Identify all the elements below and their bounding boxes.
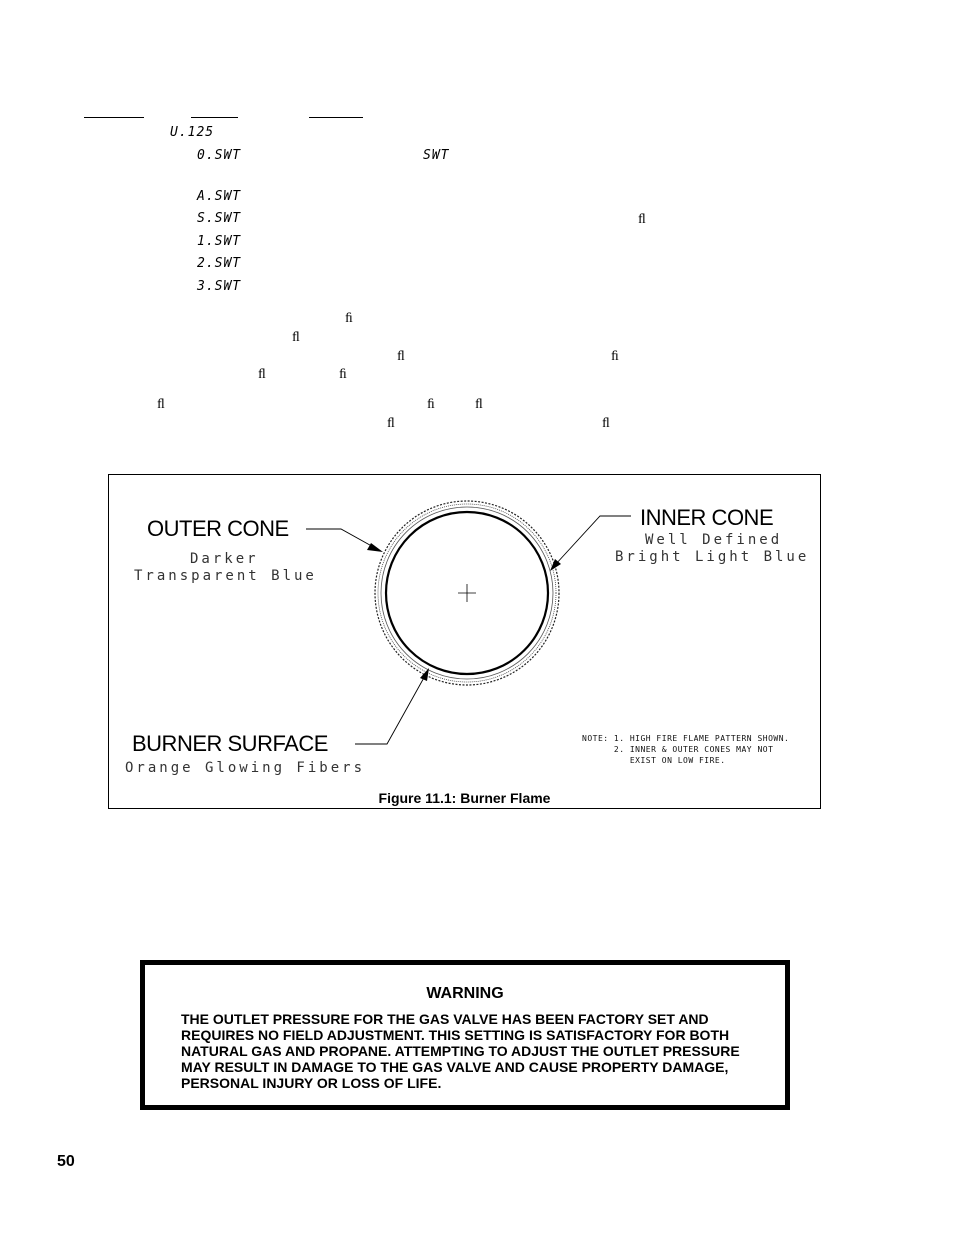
ligature-fi: ﬁ: [339, 367, 347, 382]
ligature-fl: ﬂ: [638, 212, 646, 227]
outer-cone-leader: [306, 529, 377, 549]
warning-body: THE OUTLET PRESSURE FOR THE GAS VALVE HAS BEEN FACTORY SET AND REQUIRES NO FIELD ADJUSTMENT. THIS SETTING IS SATISFACTORY FOR BOTH NATURAL GAS AND PROPANE. ATTEMPTING TO ADJUST THE OUTLET PRESSURE MAY RESULT IN DAMAGE TO THE GAS VALVE AND CAUSE PROPERTY DAMAGE, PERSONAL INJURY OR LOSS OF LIFE.: [181, 1011, 740, 1091]
inline-switch-code: SWT: [423, 148, 450, 163]
burner-surface-title: BURNER SURFACE: [132, 731, 328, 756]
ligature-fl: ﬂ: [292, 330, 300, 345]
header-underline-2: [191, 117, 238, 118]
header-underline-3: [309, 117, 363, 118]
switch-code-1: 1.SWT: [197, 234, 242, 249]
switch-code-a: A.SWT: [197, 189, 242, 204]
page-number: 50: [57, 1153, 75, 1170]
ligature-fl: ﬂ: [258, 367, 266, 382]
switch-code-3: 3.SWT: [197, 279, 242, 294]
ligature-fl: ﬂ: [475, 397, 483, 412]
warning-box: [140, 960, 790, 1110]
figure-caption: Figure 11.1: Burner Flame: [378, 790, 551, 806]
ligature-fi: ﬁ: [611, 349, 619, 364]
switch-code-s: S.SWT: [197, 211, 242, 226]
ligature-fi: ﬁ: [427, 397, 435, 412]
burner-flame-figure: [108, 474, 821, 809]
inner-cone-title: INNER CONE: [640, 505, 774, 530]
warning-title: WARNING: [426, 985, 504, 1002]
outer-cone-title: OUTER CONE: [147, 516, 289, 541]
outer-cone-line2: Transparent Blue: [134, 568, 317, 584]
version-code: U.125: [170, 125, 215, 140]
ligature-fl: ﬂ: [602, 416, 610, 431]
inner-cone-line1: Well Defined: [645, 532, 783, 548]
outer-cone-line1: Darker: [190, 551, 259, 567]
burner-surface-leader: [355, 674, 426, 744]
burner-surface-line1: Orange Glowing Fibers: [125, 760, 366, 776]
figure-note: NOTE: 1. HIGH FIRE FLAME PATTERN SHOWN. 2. INNER & OUTER CONES MAY NOT EXIST ON LOW FIRE.: [582, 734, 790, 765]
inner-cone-line2: Bright Light Blue: [615, 549, 810, 565]
switch-code-0: 0.SWT: [197, 148, 242, 163]
ligature-fl: ﬂ: [397, 349, 405, 364]
ligature-fl: ﬂ: [387, 416, 395, 431]
header-underline-1: [84, 117, 144, 118]
burner-surface-arrow: [420, 668, 429, 681]
switch-code-2: 2.SWT: [197, 256, 242, 271]
ligature-fi: ﬁ: [345, 311, 353, 326]
ligature-fl: ﬂ: [157, 397, 165, 412]
